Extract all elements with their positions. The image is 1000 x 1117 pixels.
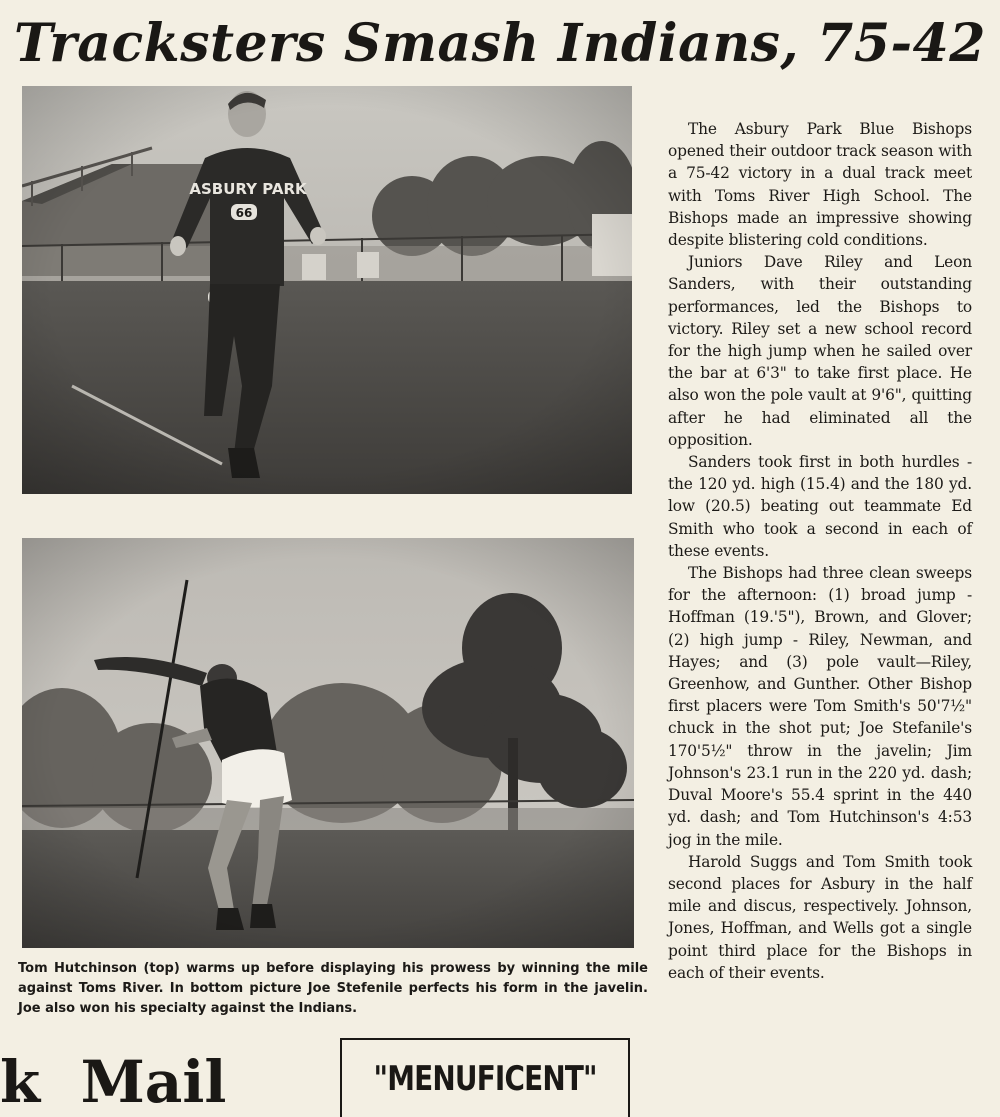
photo-javelin <box>22 538 634 948</box>
photo-runner-image <box>22 86 632 494</box>
photo-javelin-image <box>22 538 634 948</box>
article-paragraph: Sanders took first in both hurdles - the 120 yd. high (15.4) and the 180 yd. low (20.5) beating out teammate Ed Smith who took a second in each of these events. <box>668 453 972 560</box>
headline-score: 75-42 <box>817 13 986 74</box>
article-body <box>668 118 972 984</box>
photo-runner <box>22 86 632 494</box>
article-paragraph: Juniors Dave Riley and Leon Sanders, with their outstanding performances, led the Bishops to victory. Riley set a new school record for the high jump when he sailed over the bar at 6'3" to take first place. He also won the pole vault at 9'6", quitting after he had eliminated all the opposition. <box>668 253 972 449</box>
headline-word: Indians, <box>557 13 800 74</box>
menuficent-ad-text: "MENUFICENT" <box>373 1058 597 1099</box>
adjacent-headline-mail: k Mail <box>0 1048 227 1116</box>
photo-caption: Tom Hutchinson (top) warms up before displaying his prowess by winning the mile against Toms River. In bottom picture Joe Stefenile perfects his form in the javelin. Joe also won his specialty against the Indians. <box>18 961 648 1016</box>
headline-word: Tracksters <box>14 13 326 74</box>
headline-word: Smash <box>343 13 540 74</box>
article-paragraph: Harold Suggs and Tom Smith took second places for Asbury in the half mile and discus, respectively. Johnson, Jones, Hoffman, and Wells got a single point third place for the Bishops in each of their events. <box>668 852 972 982</box>
article-paragraph: The Bishops had three clean sweeps for the afternoon: (1) broad jump - Hoffman (19.'5"), Brown, and Glover; (2) high jump - Riley, Newman, and Hayes; and (3) pole vault—Riley, Greenhow, and Gunther. Other Bishop first placers were Tom Smith's 50'7½" chuck in the shot put; Joe Stefanile's 170'5½" throw in the javelin; Jim Johnson's 23.1 run in the 220 yd. dash; Duval Moore's 55.4 sprint in the 440 yd. dash; and Tom Hutchinson's 4:53 jog in the mile. <box>668 564 972 849</box>
menuficent-ad-box <box>340 1038 630 1117</box>
headline <box>14 6 986 82</box>
article-paragraph: The Asbury Park Blue Bishops opened their outdoor track season with a 75-42 victory in a dual track meet with Toms River High School. The Bishops made an impressive showing despite blistering cold conditions. <box>668 120 972 250</box>
